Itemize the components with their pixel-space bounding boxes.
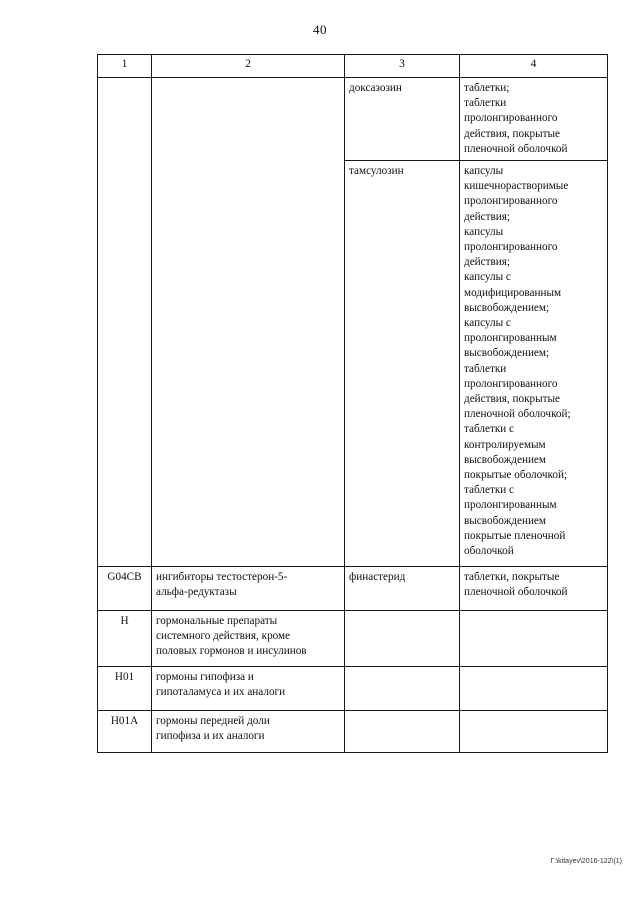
- group-name-cell: ингибиторы тестостерон-5- альфа-редуктазы: [152, 567, 345, 611]
- column-header-1: 1: [98, 55, 152, 78]
- table-row: [98, 78, 608, 161]
- atc-code-cell: G04CB: [98, 567, 152, 611]
- table-row: [98, 611, 608, 667]
- group-name-cell: гормоны передней доли гипофиза и их аналоги: [152, 711, 345, 753]
- dosage-forms-cell: таблетки; таблетки пролонгированного действия, покрытые пленочной оболочкой: [460, 78, 608, 161]
- group-name-cell: [152, 78, 345, 567]
- dosage-forms-cell: [460, 667, 608, 711]
- group-name-cell: гормоны гипофиза и гипоталамуса и их аналоги: [152, 667, 345, 711]
- atc-code-cell: H01A: [98, 711, 152, 753]
- drug-name-cell: [345, 611, 460, 667]
- document-footer-code: Г:\kitayev\2016-122\(1): [550, 858, 622, 865]
- atc-code-cell: H: [98, 611, 152, 667]
- atc-code-cell: [98, 78, 152, 567]
- dosage-forms-cell: [460, 711, 608, 753]
- dosage-forms-cell: капсулы кишечнорастворимые пролонгированного действия; капсулы пролонгированного действия; капсулы с модифицированным высвобождением; капсулы с пролонгированным высвобождением; таблетки пролонгированного действия, покрытые пленочной оболочкой; таблетки с контролируемым высвобождением покрытые оболочкой; таблетки с пролонгированным высвобождением покрытые пленочной оболочкой: [460, 161, 608, 567]
- drug-name-cell: [345, 711, 460, 753]
- table-header-row: [98, 55, 608, 78]
- dosage-forms-cell: [460, 611, 608, 667]
- table-row: [98, 711, 608, 753]
- column-header-2: 2: [152, 55, 345, 78]
- drug-list-table: [97, 54, 608, 753]
- group-name-cell: гормональные препараты системного действия, кроме половых гормонов и инсулинов: [152, 611, 345, 667]
- drug-name-cell: [345, 667, 460, 711]
- drug-name-cell: финастерид: [345, 567, 460, 611]
- drug-name-cell: тамсулозин: [345, 161, 460, 567]
- table-row: [98, 667, 608, 711]
- column-header-3: 3: [345, 55, 460, 78]
- atc-code-cell: H01: [98, 667, 152, 711]
- column-header-4: 4: [460, 55, 608, 78]
- dosage-forms-cell: таблетки, покрытые пленочной оболочкой: [460, 567, 608, 611]
- table-row: [98, 567, 608, 611]
- page-number: 40: [313, 22, 327, 37]
- drug-name-cell: доксазозин: [345, 78, 460, 161]
